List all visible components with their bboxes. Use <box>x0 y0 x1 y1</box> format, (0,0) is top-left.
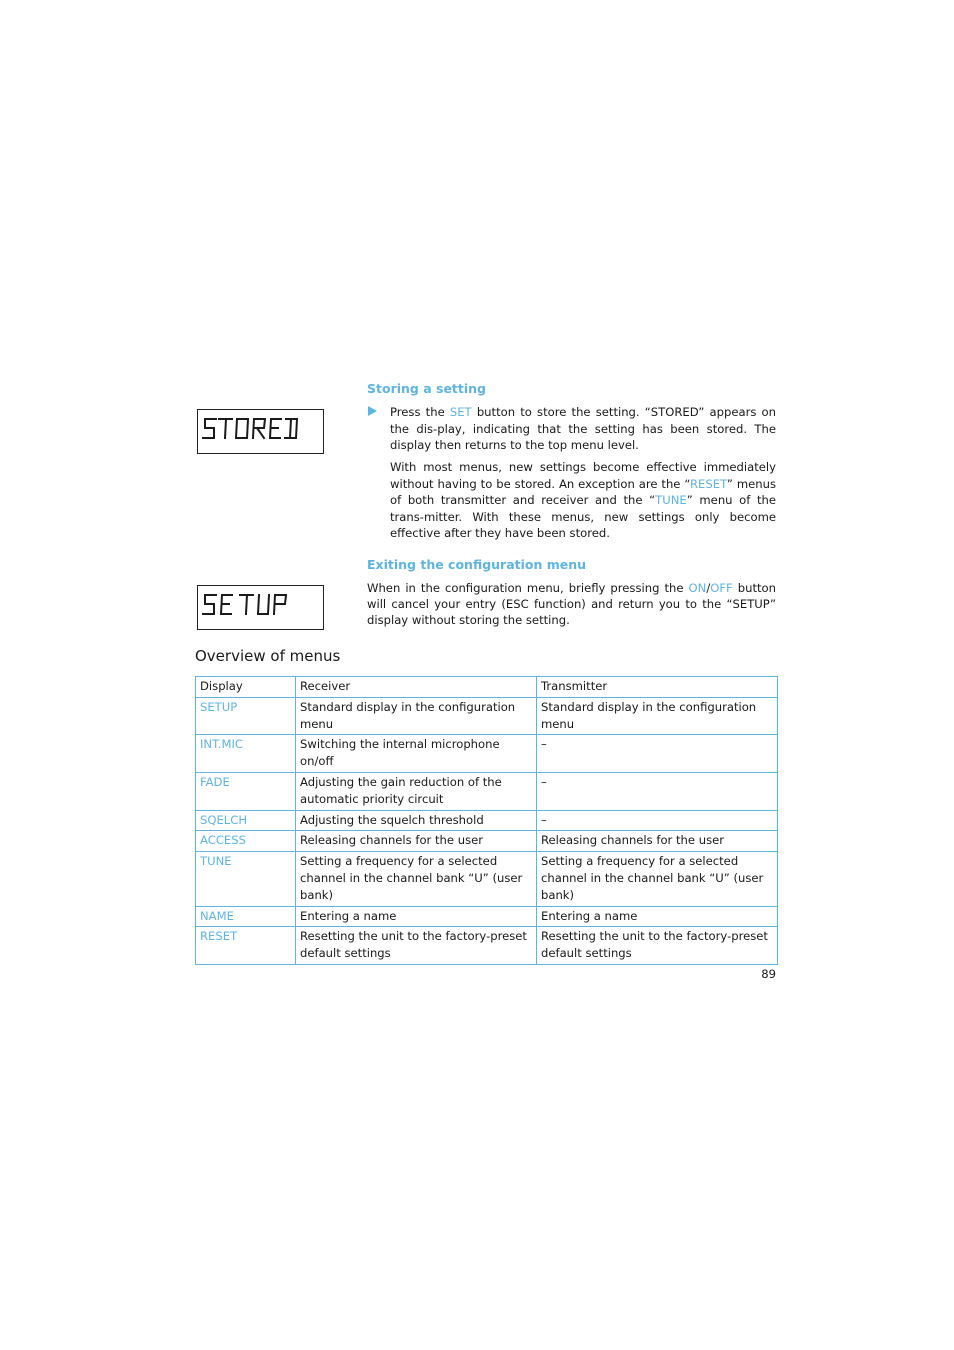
display-cell: RESET <box>196 927 296 965</box>
storing-paragraph-2: With most menus, new settings become effective immediately without having to be stored. An exception are the “RESET” menus of both transmitter and receiver and the “TUNE” menu of the trans-mitter. With these menus, new settings only become effective after they have been stored. <box>390 460 777 541</box>
lcd-display-setup <box>197 585 324 630</box>
header-display: Display <box>196 677 296 698</box>
lcd-setup-glyphs <box>202 589 312 623</box>
display-cell: NAME <box>196 906 296 927</box>
receiver-cell: Entering a name <box>296 906 537 927</box>
receiver-cell: Standard display in the configuration menu <box>296 697 537 735</box>
transmitter-cell: – <box>537 772 778 810</box>
section-heading-exiting: Exiting the configuration menu <box>367 557 587 572</box>
menu-overview-table <box>195 676 778 965</box>
reset-key-label: RESET <box>690 476 727 491</box>
receiver-cell: Releasing channels for the user <box>296 831 537 852</box>
overview-title: Overview of menus <box>195 647 341 665</box>
table-header-row <box>196 677 778 698</box>
instruction-arrow-icon <box>368 406 377 416</box>
receiver-cell: Resetting the unit to the factory-preset default settings <box>296 927 537 965</box>
display-cell: INT.MIC <box>196 735 296 773</box>
header-receiver: Receiver <box>296 677 537 698</box>
transmitter-cell: Entering a name <box>537 906 778 927</box>
lcd-display-stored <box>197 409 324 454</box>
table-row <box>196 735 778 773</box>
transmitter-cell: Standard display in the configuration menu <box>537 697 778 735</box>
on-key-label: ON <box>688 581 707 595</box>
transmitter-cell: – <box>537 735 778 773</box>
display-cell: SETUP <box>196 697 296 735</box>
display-cell: TUNE <box>196 852 296 906</box>
tune-key-label: TUNE <box>655 493 687 508</box>
exiting-paragraph: When in the configuration menu, briefly pressing the ON/OFF button will cancel your entry (ESC function) and return you to the “SETUP” display without storing the setting. <box>367 581 776 628</box>
transmitter-cell: – <box>537 810 778 831</box>
receiver-cell: Adjusting the squelch threshold <box>296 810 537 831</box>
table-row <box>196 831 778 852</box>
table-row <box>196 927 778 965</box>
lcd-stored-glyphs <box>202 413 312 447</box>
page-number: 89 <box>761 967 776 981</box>
transmitter-cell: Releasing channels for the user <box>537 831 778 852</box>
table-row <box>196 772 778 810</box>
display-cell: ACCESS <box>196 831 296 852</box>
receiver-cell: Switching the internal microphone on/off <box>296 735 537 773</box>
display-cell: SQELCH <box>196 810 296 831</box>
section-heading-storing: Storing a setting <box>367 381 487 396</box>
table-row <box>196 906 778 927</box>
table-row <box>196 810 778 831</box>
display-cell: FADE <box>196 772 296 810</box>
header-transmitter: Transmitter <box>537 677 778 698</box>
table-row <box>196 852 778 906</box>
receiver-cell: Adjusting the gain reduction of the automatic priority circuit <box>296 772 537 810</box>
receiver-cell: Setting a frequency for a selected channel in the channel bank “U” (user bank) <box>296 852 537 906</box>
set-key-label: SET <box>449 405 472 419</box>
transmitter-cell: Setting a frequency for a selected channel in the channel bank “U” (user bank) <box>537 852 778 906</box>
table-row <box>196 697 778 735</box>
transmitter-cell: Resetting the unit to the factory-preset default settings <box>537 927 778 965</box>
storing-paragraph-1: Press the SET button to store the setting. “STORED” appears on the dis-play, indicating that the setting has been stored. The display then returns to the top menu level. <box>390 405 776 453</box>
off-key-label: OFF <box>710 581 733 595</box>
